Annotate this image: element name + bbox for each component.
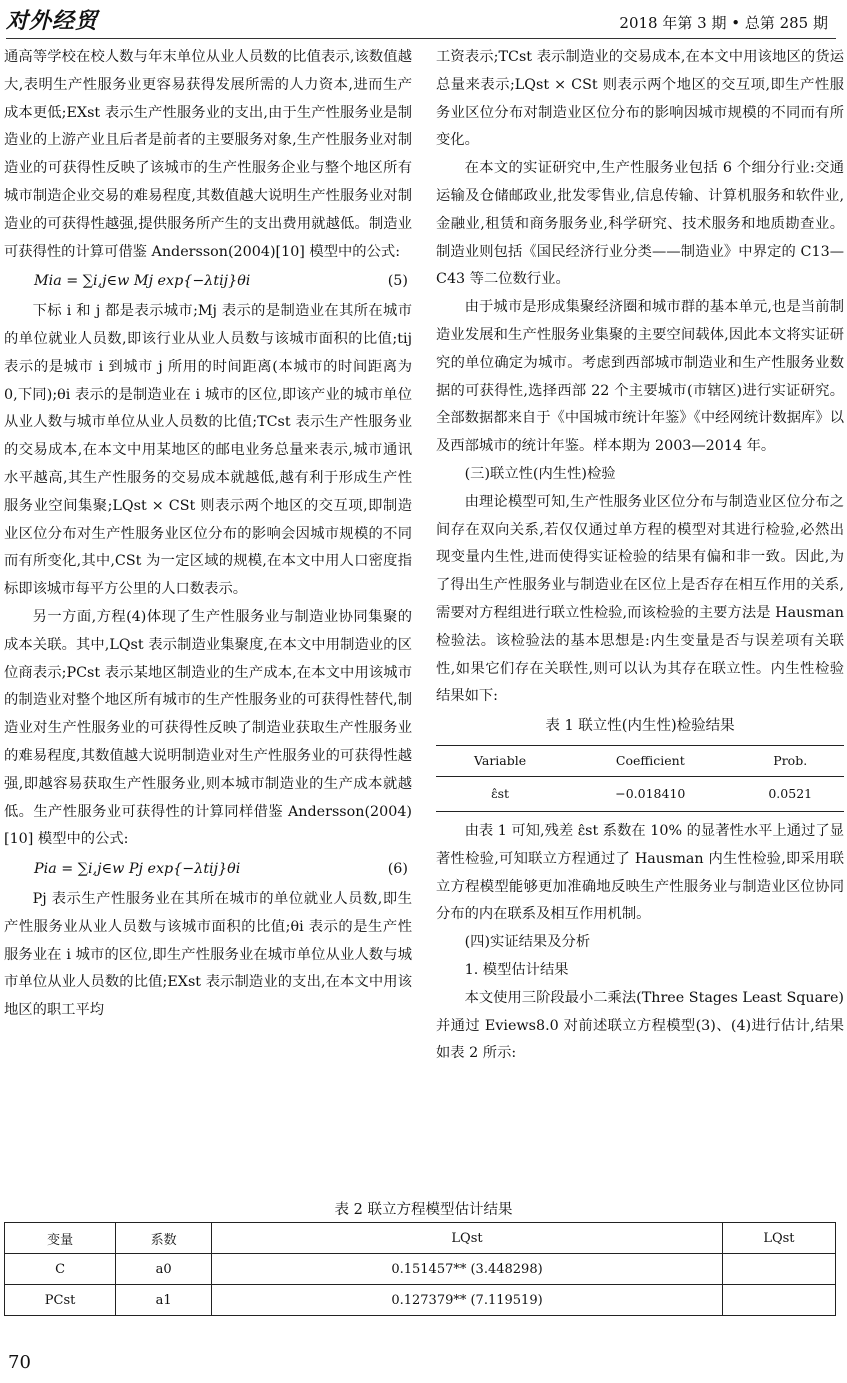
subsection-heading: 1. 模型估计结果 [464, 961, 569, 978]
table-cell: a1 [116, 1285, 212, 1316]
table-cell [722, 1254, 835, 1285]
table-row [5, 1285, 836, 1316]
left-column [4, 44, 412, 1025]
table1-caption: 表 1 联立性(内生性)检验结果 [545, 718, 735, 735]
table-cell: a0 [116, 1254, 212, 1285]
table-cell: −0.018410 [564, 776, 736, 811]
table-cell: ε̂st [436, 776, 564, 811]
table-header: Prob. [736, 745, 844, 776]
table-header: 系数 [116, 1223, 212, 1254]
table-header: LQst [722, 1223, 835, 1254]
paragraph: 下标 i 和 j 都是表示城市;Mj 表示的是制造业在其所在城市的单位就业人员数,即该行业从业人员数与该城市面积的比值;tij 表示的是城市 i 到城市 j 所用的时间距离(本城市的时间距离为 0,下同);θi 表示的是制造业在 i 城市的区位,即该产业的城市单位从业人数与城市单位从业人员数的比值;TCst 表示生产性服务业的交易成本,在本文中用某地区的邮电业务总量来表示,城市通讯水平越高,其生产性服务的交易成本就越低,越有利于形成生产性服务业空间集聚;LQst × CSt 则表示两个地区的交互项,即制造业区位分布对生产性服务业区位分布的影响会因城市规模的不同而有所变化,其中,CSt 为一定区域的规模,在本文中用人口密度指标即该城市每平方公里的人口数表示。 [4, 303, 412, 598]
issue-info: 2018 年第 3 期 • 总第 285 期 [619, 14, 828, 32]
formula-number: (5) [387, 273, 408, 290]
table2-caption: 表 2 联立方程模型估计结果 [334, 1202, 513, 1218]
table-header: 变量 [5, 1223, 116, 1254]
paragraph: 由表 1 可知,残差 ε̂st 系数在 10% 的显著性水平上通过了显著性检验,可知联立方程通过了 Hausman 内生性检验,即采用联立方程模型能够更加准确地反映生产性服务业与制造业区位协同分布的内在联系及相互作用机制。 [436, 822, 844, 923]
right-column [436, 44, 844, 1068]
paragraph: 由理论模型可知,生产性服务业区位分布与制造业区位分布之间存在双向关系,若仅仅通过单方程的模型对其进行检验,必然出现变量内生性,进而使得实证检验的结果有偏和非一致。因此,为了得出生产性服务业与制造业在区位上是否存在相互作用的关系,需要对方程组进行联立性检验,而该检验的主要方法是 Hausman 检验法。该检验法的基本思想是:内生变量是否与误差项有关联性,如果它们存在关联性,则可以认为其存在联立性。内生性检验结果如下: [436, 493, 844, 705]
table1 [436, 745, 844, 812]
table-header: Coefficient [564, 745, 736, 776]
table-cell [722, 1285, 835, 1316]
section-heading: (四)实证结果及分析 [464, 934, 591, 951]
table-cell: C [5, 1254, 116, 1285]
page-number: 70 [8, 1352, 31, 1373]
formula-5 [4, 268, 412, 296]
table-row [436, 776, 844, 811]
formula-text: Pia = ∑i,j∈w Pj exp{−λtij}θi [34, 861, 241, 878]
table-cell: PCst [5, 1285, 116, 1316]
journal-logo: 对外经贸 [6, 8, 99, 34]
formula-number: (6) [387, 861, 408, 878]
paragraph: 本文使用三阶段最小二乘法(Three Stages Least Square)并通过 Eviews8.0 对前述联立方程模型(3)、(4)进行估计,结果如表 2 所示: [436, 989, 844, 1062]
paragraph: 在本文的实证研究中,生产性服务业包括 6 个细分行业:交通运输及仓储邮政业,批发零售业,信息传输、计算机服务和软件业,金融业,租赁和商务服务业,科学研究、技术服务和地质勘查业。制造业则包括《国民经济行业分类——制造业》中界定的 C13—C43 等二位数行业。 [436, 160, 844, 288]
paragraph: 另一方面,方程(4)体现了生产性服务业与制造业协同集聚的成本关联。其中,LQst 表示制造业集聚度,在本文中用制造业的区位商表示;PCst 表示某地区制造业的生产成本,在本文中用该城市的制造业对整个地区所有城市的生产性服务业的可获得性替代,制造业对生产性服务业的可获得性反映了制造业获取生产性服务业的难易程度,其数值越大说明制造业对生产性服务业的可获得性越强,即越容易获取生产性服务业,则本城市制造业的生产成本就越低。生产性服务业可获得性的计算同样借鉴 Andersson(2004)[10] 模型中的公式: [4, 608, 412, 848]
table-cell: 0.0521 [736, 776, 844, 811]
formula-text: Mia = ∑i,j∈w Mj exp{−λtij}θi [34, 273, 251, 290]
paragraph: Pj 表示生产性服务业在其所在城市的单位就业人员数,即生产性服务业从业人员数与该城市面积的比值;θi 表示的是生产性服务业在 i 城市的区位,即生产性服务业在城市单位从业人数与城市单位从业人员数的比值;EXst 表示制造业的支出,在本文中用该地区的职工平均 [4, 890, 412, 1019]
table-row [5, 1254, 836, 1285]
table-header: LQst [212, 1223, 723, 1254]
paragraph: 通高等学校在校人数与年末单位从业人员数的比值表示,该数值越大,表明生产性服务业更容易获得发展所需的人力资本,进而生产成本更低;EXst 表示生产性服务业的支出,由于生产性服务业是制造业的上游产业且后者是前者的主要服务对象,生产性服务业对制造业的可获得性反映了该城市的生产性服务企业与整个地区所有城市制造企业交易的难易程度,其数值越大说明生产性服务业对制造业的可获得性越强,提供服务所产生的支出费用就越低。制造业可获得性的计算可借鉴 Andersson(2004)[10] 模型中的公式: [4, 49, 412, 260]
table-cell: 0.127379** (7.119519) [212, 1285, 723, 1316]
paragraph: 工资表示;TCst 表示制造业的交易成本,在本文中用该地区的货运总量来表示;LQst × CSt 则表示两个地区的交互项,即生产性服务业区位分布对制造业区位分布的影响因城市规模的不同而有所变化。 [436, 49, 844, 149]
table-cell: 0.151457** (3.448298) [212, 1254, 723, 1285]
paragraph: 由于城市是形成集聚经济圈和城市群的基本单元,也是当前制造业发展和生产性服务业集聚的主要空间载体,因此本文将实证研究的单位确定为城市。考虑到西部城市制造业和生产性服务业数据的可获得性,选择西部 22 个主要城市(市辖区)进行实证研究。全部数据都来自于《中国城市统计年鉴》《中经网统计数据库》以及西部城市的统计年鉴。样本期为 2003—2014 年。 [436, 299, 844, 455]
page-header [6, 0, 836, 39]
formula-6 [4, 856, 412, 884]
table-header: Variable [436, 745, 564, 776]
section-heading: (三)联立性(内生性)检验 [464, 465, 616, 482]
table2 [4, 1222, 836, 1316]
